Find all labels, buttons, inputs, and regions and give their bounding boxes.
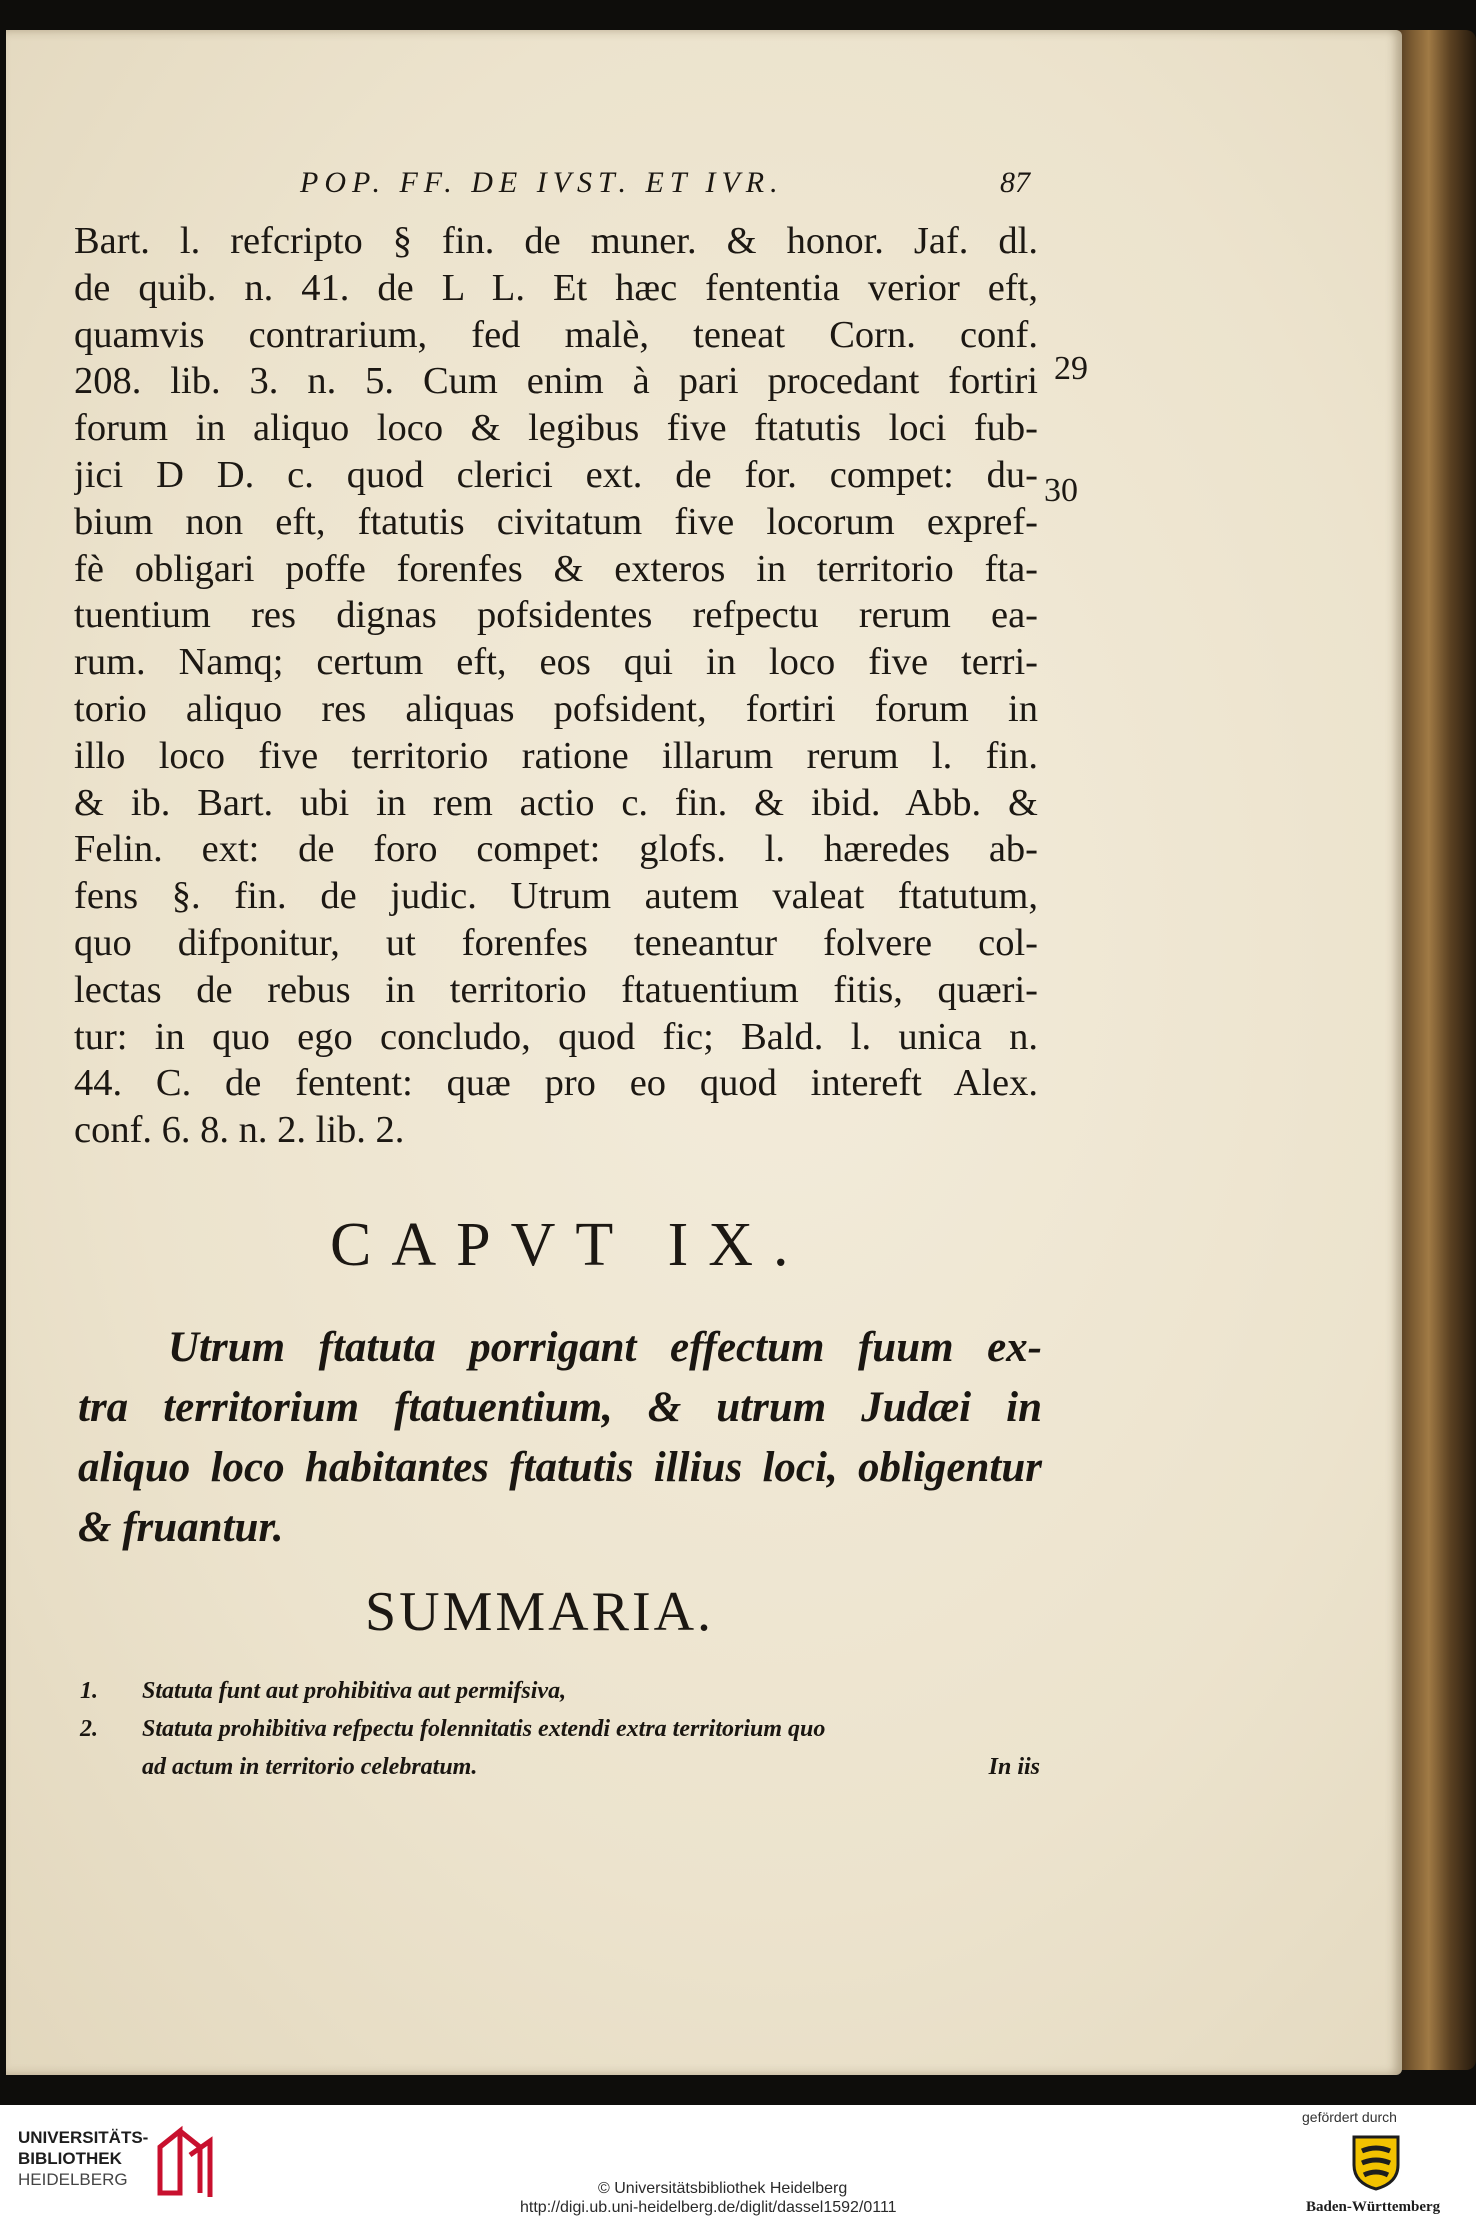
page-number: 87 [1000, 166, 1030, 199]
title-line: tra territorium ftatuentium, & utrum Judæi in [78, 1384, 1042, 1431]
summary-item [72, 1710, 1040, 1748]
text-line: tuentium res dignas pofsidentes refpectu rerum ea- [74, 594, 1038, 637]
running-head: POP. FF. DE IVST. ET IVR. [300, 166, 784, 199]
footer [0, 2105, 1476, 2221]
text-line: fens §. fin. de judic. Utrum autem valeat ftatutum, [74, 875, 1038, 918]
text-line: 208. lib. 3. n. 5. Cum enim à pari procedant fortiri [74, 360, 1038, 403]
text-line: tur: in quo ego concludo, quod fic; Bald. l. unica n. [74, 1015, 1038, 1058]
text-line: Bart. l. refcripto § fin. de muner. & honor. Jaf. dl. [74, 220, 1038, 262]
text-line: lectas de rebus in territorio ftatuentium fitis, quæri- [74, 968, 1038, 1011]
text-line: fè obligari poffe forenfes & exteros in territorio fta- [74, 547, 1038, 590]
title-line: & fruantur. [78, 1504, 284, 1551]
logo-line: BIBLIOTHEK [18, 2149, 122, 2168]
funder-name: Baden-Württemberg [1306, 2199, 1441, 2215]
chapter-title [78, 1318, 1042, 1558]
summary-item [72, 1672, 1040, 1710]
book-edge [1390, 30, 1476, 2070]
text-line: quo difponitur, ut forenfes teneantur folvere col- [74, 921, 1038, 964]
text-line: torio aliquo res aliquas pofsident, fortiri forum in [74, 687, 1038, 730]
text-line: bium non eft, ftatutis civitatum five locorum expref- [74, 500, 1038, 543]
text-line: Felin. ext: de foro compet: glofs. l. hæredes ab- [74, 828, 1038, 871]
text-line: de quib. n. 41. de L L. Et hæc fententia verior eft, [74, 266, 1038, 309]
library-logo-text [18, 2127, 148, 2190]
logo-line: UNIVERSITÄTS- [18, 2128, 149, 2147]
title-line: aliquo loco habitantes ftatutis illius loci, obligentur [78, 1444, 1042, 1491]
library-logo-icon [150, 2125, 222, 2201]
summary-text: Statuta prohibitiva refpectu folennitatis extendi extra territorium quo [142, 1716, 826, 1742]
summaria-heading: SUMMARIA. [365, 1581, 715, 1643]
permalink[interactable]: http://digi.ub.uni-heidelberg.de/diglit/dassel1592/0111 [520, 2199, 897, 2216]
text-line: illo loco five territorio ratione illarum rerum l. fin. [74, 734, 1038, 777]
summary-text: Statuta funt aut prohibitiva aut permifsiva, [142, 1678, 567, 1704]
margin-number: 30 [1044, 472, 1078, 509]
text-line: rum. Namq; certum eft, eos qui in loco five terri- [74, 641, 1038, 684]
margin-number: 29 [1054, 350, 1088, 387]
summary-continuation-line [72, 1748, 1040, 1786]
text-line: 44. C. de fentent: quæ pro eo quod intereft Alex. [74, 1062, 1038, 1105]
summary-list [72, 1672, 1040, 1786]
text-line: & ib. Bart. ubi in rem actio c. fin. & ibid. Abb. & [74, 781, 1038, 824]
text-line: conf. 6. 8. n. 2. lib. 2. [74, 1109, 405, 1152]
summary-text: ad actum in territorio celebratum. [142, 1754, 478, 1780]
body-text [74, 218, 1038, 1154]
summary-number: 1. [80, 1678, 98, 1704]
title-line: Utrum ftatuta porrigant effectum fuum ex- [168, 1324, 1042, 1371]
logo-line: HEIDELBERG [18, 2170, 128, 2189]
summary-number: 2. [80, 1716, 98, 1742]
coat-of-arms-icon [1348, 2131, 1404, 2193]
text-line: quamvis contrarium, fed malè, teneat Corn. conf. [74, 313, 1038, 356]
text-line: forum in aliquo loco & legibus five ftatutis loci fub- [74, 407, 1038, 450]
catchword: In iis [988, 1754, 1040, 1780]
text-line: jici D D. c. quod clerici ext. de for. compet: du- [74, 453, 1038, 496]
chapter-heading: CAPVT IX. [330, 1211, 809, 1279]
copyright-notice: © Universitätsbibliothek Heidelberg [598, 2180, 848, 2197]
funded-by-label: gefördert durch [1302, 2109, 1397, 2125]
